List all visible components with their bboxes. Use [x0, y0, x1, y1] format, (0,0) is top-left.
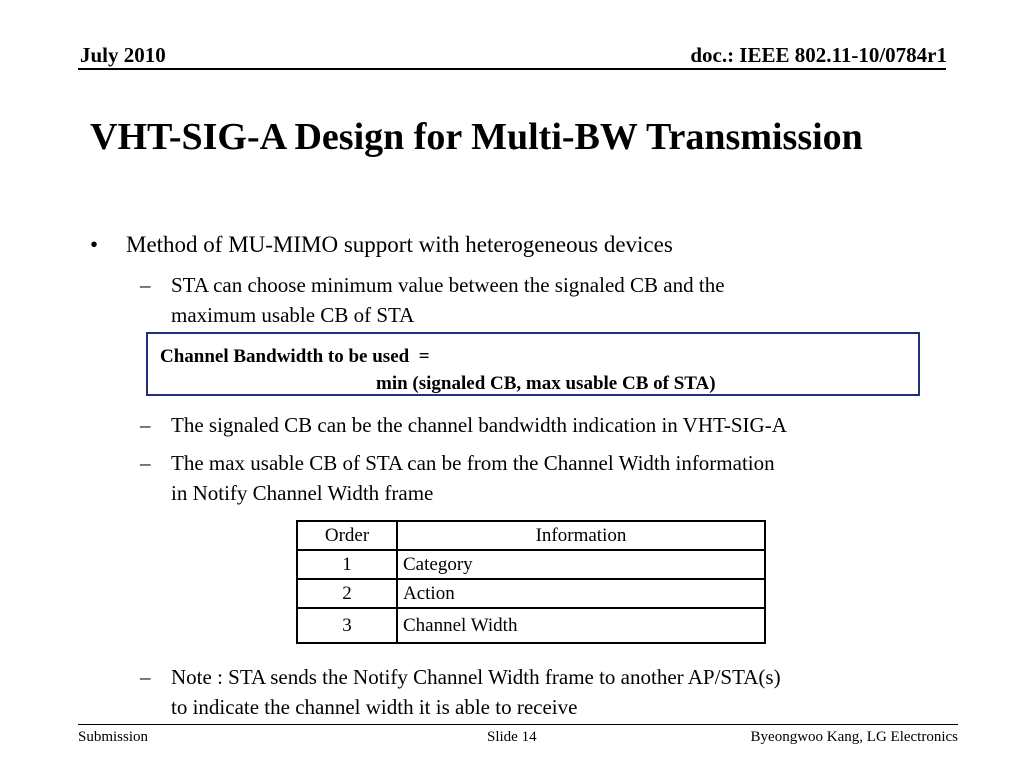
sub-bullet-3	[140, 448, 940, 508]
footer-slide-number: Slide 14	[487, 729, 537, 745]
sub-bullet-3-line-2: in Notify Channel Width frame	[171, 481, 434, 505]
table-cell-order: 3	[297, 608, 397, 643]
slide-title: VHT-SIG-A Design for Multi-BW Transmission	[90, 116, 863, 158]
sub-bullet-1	[140, 270, 940, 330]
bullet-icon: •	[90, 232, 99, 257]
dash-icon: –	[140, 413, 151, 437]
sub-bullet-4-line-1: Note : STA sends the Notify Channel Width frame to another AP/STA(s)	[171, 665, 781, 689]
table-header-row	[297, 521, 765, 550]
table-row	[297, 608, 765, 643]
sub-bullet-3-line-1: The max usable CB of STA can be from the Channel Width information	[171, 451, 775, 475]
header-divider	[78, 68, 946, 70]
header-date: July 2010	[80, 43, 166, 67]
sub-bullet-1-line-2: maximum usable CB of STA	[171, 303, 415, 327]
table-row	[297, 579, 765, 608]
bullet-text: Method of MU-MIMO support with heterogeneous devices	[126, 232, 673, 257]
sub-bullet-1-line-1: STA can choose minimum value between the signaled CB and the	[171, 273, 725, 297]
bullet-item-1	[90, 230, 673, 260]
formula-box	[146, 332, 920, 396]
footer-divider	[78, 724, 958, 725]
table-cell-information: Channel Width	[397, 608, 765, 643]
table-cell-order: 1	[297, 550, 397, 579]
table-cell-information: Action	[397, 579, 765, 608]
table-cell-information: Category	[397, 550, 765, 579]
table-cell-order: 2	[297, 579, 397, 608]
footer-submission: Submission	[78, 729, 149, 745]
dash-icon: –	[140, 451, 151, 475]
frame-info-table	[296, 520, 766, 644]
dash-icon: –	[140, 273, 151, 297]
dash-icon: –	[140, 665, 151, 689]
table-row	[297, 550, 765, 579]
sub-bullet-4	[140, 662, 960, 722]
formula-line-2: min (signaled CB, max usable CB of STA)	[376, 373, 716, 394]
table-header-order: Order	[297, 521, 397, 550]
sub-bullet-2-text: The signaled CB can be the channel bandwidth indication in VHT-SIG-A	[171, 413, 787, 437]
formula-line-1: Channel Bandwidth to be used =	[160, 346, 430, 367]
footer-author: Byeongwoo Kang, LG Electronics	[750, 729, 958, 745]
table-header-information: Information	[397, 521, 765, 550]
sub-bullet-2	[140, 410, 960, 440]
header-doc-ref: doc.: IEEE 802.11-10/0784r1	[690, 43, 947, 67]
sub-bullet-4-line-2: to indicate the channel width it is able to receive	[171, 695, 578, 719]
